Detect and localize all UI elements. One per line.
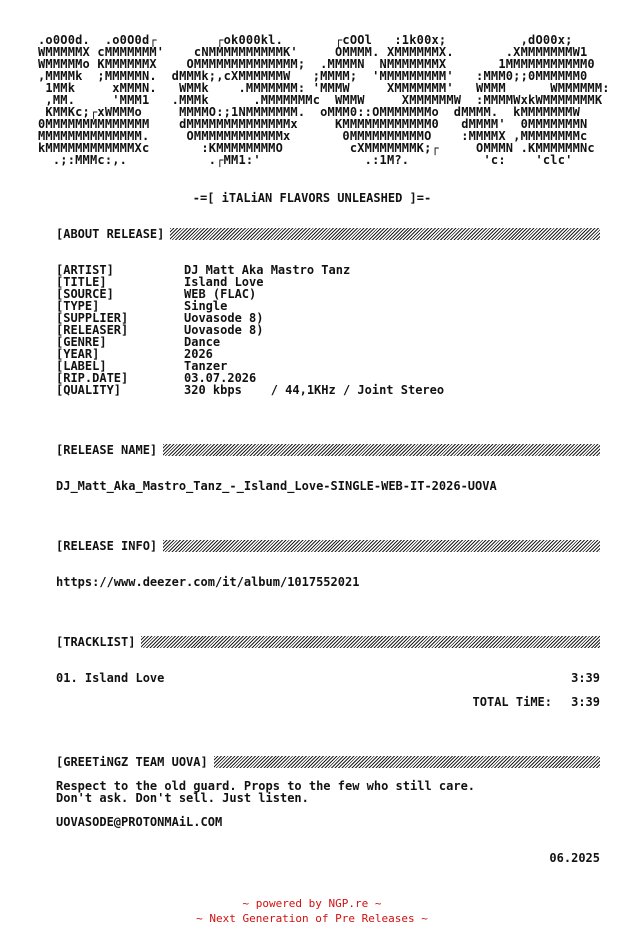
section-header-greetings	[56, 755, 600, 769]
about-row-quality	[56, 384, 444, 396]
about-key: [RELEASER]	[56, 323, 129, 337]
about-key: [QUALITY]	[56, 383, 122, 397]
footer-tagline: ~ Next Generation of Pre Releases ~	[196, 912, 428, 925]
total-time-label: TOTAL TiME:	[472, 695, 552, 709]
hatch-divider	[141, 636, 600, 648]
about-value: 03.07.2026	[184, 371, 257, 385]
section-header-release-name	[56, 443, 600, 457]
about-value: Dance	[184, 335, 221, 349]
about-value: 2026	[184, 347, 213, 361]
about-value: Uovasode 8)	[184, 323, 264, 337]
nfo-date: 06.2025	[549, 851, 600, 865]
about-key: [RIP.DATE]	[56, 371, 129, 385]
about-key: [TITLE]	[56, 275, 107, 289]
contact-email[interactable]: UOVASODE@PROTONMAiL.COM	[56, 815, 223, 829]
about-row-source	[56, 288, 444, 300]
about-key: [TYPE]	[56, 299, 100, 313]
release-name: DJ_Matt_Aka_Mastro_Tanz_-_Island_Love-SINGLE-WEB-IT-2026-UOVA	[56, 479, 497, 493]
hatch-divider	[163, 444, 600, 456]
about-key: [ARTIST]	[56, 263, 114, 277]
about-value: Uovasode 8)	[184, 311, 264, 325]
about-key: [LABEL]	[56, 359, 107, 373]
section-header-tracklist	[56, 635, 600, 649]
about-value: DJ Matt Aka Mastro Tanz	[184, 263, 351, 277]
about-key: [GENRE]	[56, 335, 107, 349]
section-title-release-info: [RELEASE INFO]	[56, 539, 158, 553]
tagline: -=[ iTALiAN FLAVORS UNLEASHED ]=-	[192, 191, 432, 205]
section-title-about: [ABOUT RELEASE]	[56, 227, 165, 241]
about-table	[56, 264, 444, 396]
about-value: WEB (FLAC)	[184, 287, 257, 301]
greetings-line-2: Don't ask. Don't sell. Just listen.	[56, 791, 309, 805]
about-row-releaser	[56, 324, 444, 336]
section-title-greetings: [GREETiNGZ TEAM UOVA]	[56, 755, 208, 769]
footer-powered-by[interactable]: ~ powered by NGP.re ~	[242, 897, 382, 910]
about-key: [SUPPLIER]	[56, 311, 129, 325]
section-header-about	[56, 227, 600, 241]
section-title-tracklist: [TRACKLIST]	[56, 635, 136, 649]
section-header-release-info	[56, 539, 600, 553]
total-time-value: 3:39	[571, 695, 600, 709]
track-title: 01. Island Love	[56, 671, 165, 685]
about-value: Island Love	[184, 275, 264, 289]
hatch-divider	[170, 228, 600, 240]
about-key: [YEAR]	[56, 347, 100, 361]
section-title-release-name: [RELEASE NAME]	[56, 443, 158, 457]
about-value: Single	[184, 299, 228, 313]
hatch-divider	[214, 756, 600, 768]
about-value: 320 kbps / 44,1KHz / Joint Stereo	[184, 383, 445, 397]
track-time: 3:39	[571, 671, 600, 685]
hatch-divider	[163, 540, 600, 552]
about-row-year	[56, 348, 444, 360]
release-info-link[interactable]: https://www.deezer.com/it/album/1017552021	[56, 575, 360, 589]
about-row-genre	[56, 336, 444, 348]
about-key: [SOURCE]	[56, 287, 114, 301]
about-value: Tanzer	[184, 359, 228, 373]
greetings-line-1: Respect to the old guard. Props to the few who still care.	[56, 779, 476, 793]
ascii-art-logo: .o0O0d. .o0O0d┌ ┌ok000kl. ┌cOOl :1k00x; ,dO00x; WMMMMMX cMMMMMMM' cNMMMMMMMMMMK' OMMMM. XMMMMMMX. .XMMMMMMMW1 WMMMMMo KMMMMMMX OMMMMMMMMMMMMMM; .MMMMN NMMMMMMMX 1MMMMMMMMMMM0 ,MMMMk ;MMMMMN. dMMMk;,cXMMMMMMW ;MMMM; 'MMMMMMMMM' :MMM0;;0MMMMMM0 1MMk xMMMN. WMMk .MMMMMMM: 'MMMW XMMMMMMM' WMMM WMMMMMM: ,MM. 'MMM1 .MMMk .MMMMMMMc WMMW XMMMMMMW :MMMMWxkWMMMMMMMK KMMKc;┌xWMMMo MMMMO:;1NMMMMMMM. oMMM0::OMMMMMMMo dMMMM. kMMMMMMMW 0MMMMMMMMMMMMMM dMMMMMMMMMMMMMMx KMMMMMMMMMMMM0 dMMMM' 0MMMMMMMN MMMMMMMMMMMMMM. OMMMMMMMMMMMMx 0MMMMMMMMMMO :MMMMX ,MMMMMMMMc kMMMMMMMMMMMMXc :KMMMMMMMMO cXMMMMMMMK;┌ OMMMN .KMMMMMMNc .;:MMMc:,. .┌MM1:' .:1M?. 'c: 'clc'	[38, 33, 610, 167]
